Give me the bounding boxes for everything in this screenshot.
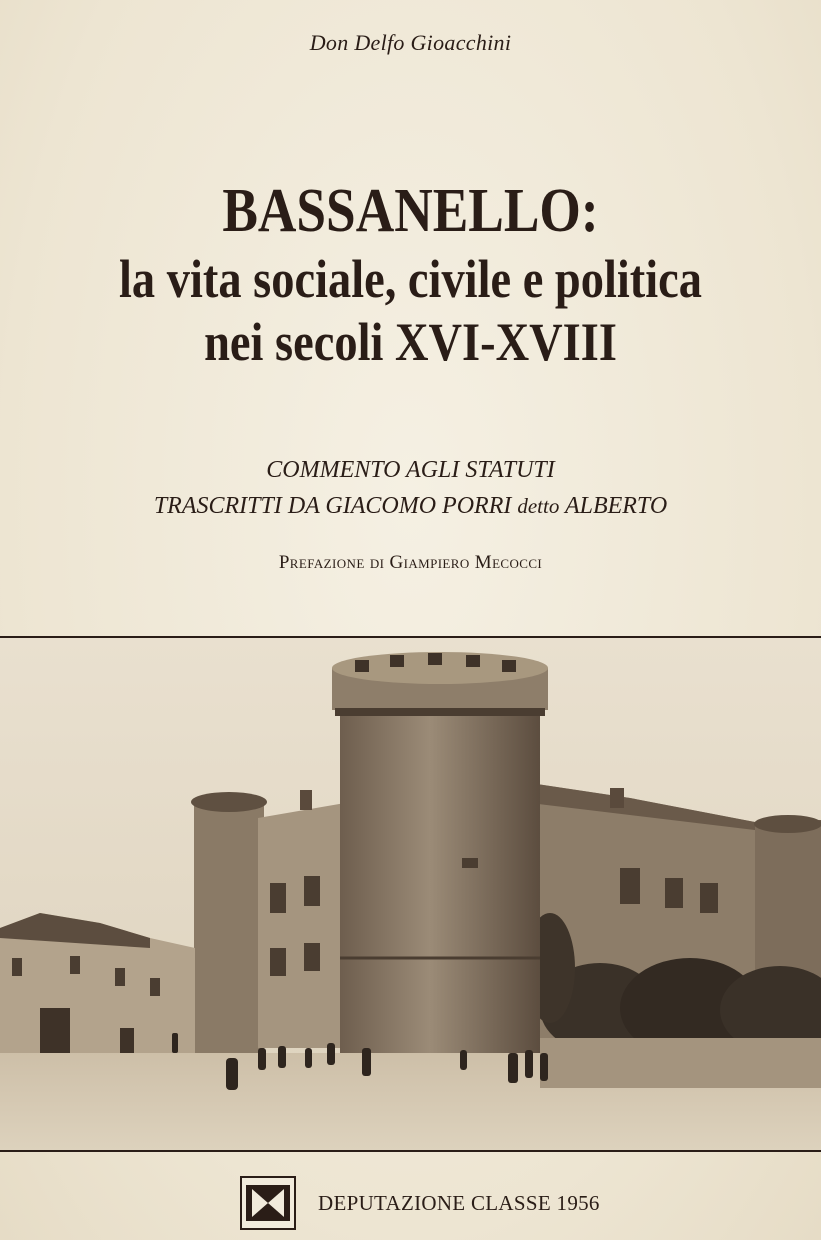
divider-bottom bbox=[0, 1150, 821, 1152]
preface-credit: Prefazione di Giampiero Mecocci bbox=[278, 552, 543, 573]
subtitle bbox=[0, 452, 821, 524]
subtitle-line-2-detto: detto bbox=[517, 494, 560, 518]
author-name: Don Delfo Gioacchini bbox=[309, 30, 512, 55]
publisher-name: DEPUTAZIONE CLASSE 1956 bbox=[318, 1191, 600, 1215]
title-line-3: nei secoli XVI-XVIII bbox=[204, 311, 617, 372]
title-line-2: la vita sociale, civile e politica bbox=[119, 248, 702, 309]
subtitle-line-2 bbox=[0, 488, 821, 524]
castle-photo bbox=[0, 638, 821, 1150]
title-line-1: BASSANELLO: bbox=[222, 177, 599, 245]
publisher-logo bbox=[240, 1176, 296, 1230]
subtitle-line-2-main: TRASCRITTI DA GIACOMO PORRI bbox=[153, 493, 512, 519]
book-title bbox=[57, 175, 763, 374]
subtitle-line-2-alias: ALBERTO bbox=[564, 493, 668, 519]
subtitle-line-1: COMMENTO AGLI STATUTI bbox=[266, 457, 555, 483]
